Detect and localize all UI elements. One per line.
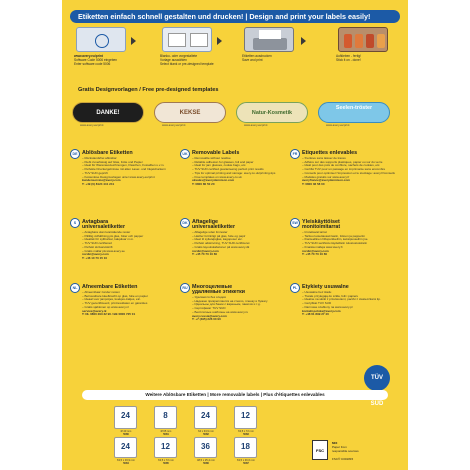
arrow-icon: [217, 37, 222, 45]
sample-label-kekse: KEKSE: [154, 102, 226, 123]
fsc-logo-icon: FSC: [312, 440, 328, 460]
lang-block-sw: SW Yleiskäyttöiset monitoimitarrat – Irrotettavat tarrat – Tarttuu luotettavasti lasiin, folioon ja papperiin – Ihanteellinen hillopurkkeihin, keksipusseihin jne. – TÜV SÜD sertifioitu täydellisiin tulostustuloksiin – Ilmaisia malleja www.avery.fi nordic@avery.com T: +45 70 70 10 60: [290, 218, 402, 280]
flag-dk-icon: DK: [180, 218, 190, 228]
product-sheet-5087: 18: [234, 437, 257, 458]
lang-block-ru: RU Многоцелевые удаляемые этикетки – Удаляются без следов – Надежно прикрепляются на стекло, пленку и бумагу – Идеальны для банок с вареньем, пакетов и т.д. – Сертификат TÜV SÜD – Бесплатные шаблоны на www.avery.ru avery.russia@avery.com T: +7 (495) 226 00 90: [180, 283, 292, 345]
step-2: [156, 27, 216, 69]
printer-illustration: [244, 27, 294, 52]
flag-ru-icon: RU: [180, 283, 190, 293]
flag-de-icon: DE: [70, 149, 80, 159]
jar-icon: [344, 34, 352, 48]
lang-block-fr: FR Etiquettes enlevables – S'enlève sans laisser de traces – Adhère sur des supports plastiques, papier ou sur du verre – Idéal pour des pots de confiture, sachets de cookies, etc. – Certifié TÜV pour un passage en imprimante sans encombre – Conseils pour optimiser l'impression et le stockage: avery.fr/conseils – Modèles gratuits sur www.avery.fr averyfrance@averydennison.com T: 0800 36 58 00: [290, 149, 402, 215]
lang-block-uk: UK Removable Labels – Removable without residue – Reliable adhesion for glasses, foil and paper – Ideal for jam glasses, cookie bags, etc. – TÜV SÜD certified guaranteeing perfect print results – Tips for optimal printing and storage: avery.co.uk/printing-tips – Free templates on www.avery.co.uk uksales@averydennison.com T: 0800 80 50 20: [180, 149, 292, 215]
template-samples: DANKE! www.avery.eu/print KEKSE www.avery.eu/print Natur-Kosmetik www.avery.eu/print Seelen-tröster www.avery.eu/print: [72, 102, 402, 128]
website-illustration: [76, 27, 126, 52]
header-banner: Etiketten einfach schnell gestalten und drucken! | Design and print your labels easily!: [70, 10, 400, 23]
product-sheet-5082: 24: [194, 406, 217, 429]
lang-block-nl: NL Afneembare Etiketten – Afneembaar zonder resten – Betrouwbare kleefkracht op glas, folie en papier – Ideaal voor jampotjes, koekjes-zakjes, etc. – TÜV gecertificeerd, printresultaten en garanties – Gratis sjablonen op www.avery.nl service@avery.nl T: NL 0800 293 32 90 / BE 0800 725 01: [70, 283, 182, 345]
product-sheet-5085: 12: [154, 437, 177, 458]
product-sheet-5080: 24: [114, 406, 137, 429]
flag-fi-icon: SW: [290, 218, 300, 228]
step-3-text: Etiketten ausdrucken Save and print: [242, 54, 272, 62]
label-packaging-back: Etiketten einfach schnell gestalten und drucken! | Design and print your labels easily! www.avery.eu/print Software Code 5006 eingeben Enter software code 5006 Blanko- oder vorgestaltete Vorlage auswählen Select blank or pre-designed template Etiketten ausdrucken Save and print Aufkleben - fertig! Stick it on - done! Gratis Designvorlagen / Free pre-designed templates DANKE! www.avery.eu/print KEKSE www.avery.eu/print Natur-Kosmetik www.avery.eu/print Seelen-tröster www.avery.eu/print DE Ablösbare Etiketten – Rückstandsfrei ablösbar – Klebt zuverlässig auf Glas, Folie und Papier – Ideal für Warenauszeichnungen, Flaschen, Fotoalben u.v.m. – Perfekte Druckergebnisse mit allen Laser- und Inkjetdruckern – TÜV SÜD geprüft – Kostenlose Designvorlagen unter www.avery.eu/print kundenservice@avery.com T: +49 (0) 8124 441 241 UK Removable Labels – Removable without residue – Reliable adhesion for glasses, foil and paper – Ideal for jam glasses, cookie bags, etc. – TÜV SÜD certified guaranteeing perfect print results – Tips for optimal printing and storage: avery.co.uk/printing-tips – Free templates on www.avery.co.uk uksales@averydennison.com T: 0800 80 50 20 FR Etiquettes enlevables – S'enlève sans laisser de traces – Adhère sur des supports plastiques, papier ou sur du verre – Idéal pour des pots de confiture, sachets de cookies, etc. – Certifié TÜV pour un passage en imprimante sans encombre – Conseils pour optimiser l'impression et le stockage: avery.fr/conseils – Modèles gratuits sur www.avery.fr averyfrance@averydennison.com T: 0800 36 58 00 S Avtagbara universaletiketter – Avtagbara utan kvarstående rester – Pålitlig vidhäftning på glas, folier och papper – Idealisk för syltburkar, kakpåsar m.m. – TÜV SÜD certifierad – Perfekt skrivarutskrift – Gratis mallar på www.avery.se nordic@avery.com T: +46 10 70 15 10 DK Aftagelige universaletiketter – Aftagelige uden limrester – Hæfter fortrinligt på glas, folie og papir – Ideel til syltetøjsglas, kagoposer etc. – Perfekt udskrivning, TÜV SÜD certificeret – Gratis layoutskabeloner på www.avery.dk nordic@avery.com T: +45 70 70 10 60 SW Yleiskäyttöiset monitoimitarrat – Irrotettavat tarrat – Tarttuu luotettavasti lasiin, folioon ja papperiin – Ihanteellinen hillopurkkeihin, keksipusseihin jne. – TÜV SÜD sertifioitu täydellisiin tulostustuloksiin – Ilmaisia malleja www.avery.fi nordic@avery.com T: +45 70 70 10 60 NL Afneembare Etiketten – Afneembaar zonder resten – Betrouwbare kleefkracht op glas, folie en papier – Ideaal voor jampotjes, koekjes-zakjes, etc. – TÜV gecertificeerd, printresultaten en garanties – Gratis sjablonen op www.avery.nl service@avery.nl T: NL 0800 293 32 90 / BE 0800 725 01 RU Многоцелевые удаляемые этикетки – Удаляются без следов – Надежно прикрепляются на стекло, пленку и бумагу – Идеальны для банок с вареньем, пакетов и т.д. – Сертификат TÜV SÜD – Бесплатные шаблоны на www.avery.ru avery.russia@avery.com T: +7 (495) 226 00 90 PL Etykiety usuwalne – Usuwalne bez śladu – Trwale przylegają do szkła, folii i papieru – Idealne na słoiki z przetworami, paczki z ciasteczkami itp. – Certyfikat TÜV SÜD – Darmowe szablony na www.avery.pl kontakt.polska@avery.com T: +48 61 899 27 40 TÜV SÜD Weitere Ablösbare Etiketten | More removable labels | Plus d'étiquettes enlevables 24 Ø 40 mm 5080 8 Ø 65 mm 5081 24 64 x 33,9 mm 5082 12 63,5 x 72 mm 5083 24 63,5 x 33,9 mm 5084 12 63,5 x 72 mm 5085 36 48,5 x 25,4 mm 5086 18 63,5 x 46,6 mm 5087 FSC MIX Paper from responsible sources FSC® C001815: [62, 0, 408, 470]
jar-icon: [377, 34, 385, 48]
flag-pl-icon: PL: [290, 283, 300, 293]
template-illustration: [162, 27, 212, 52]
fsc-text: MIX Paper from responsible sources: [332, 441, 359, 453]
step-1-text: www.avery.eu/print Software Code 5006 eingeben Enter software code 5006: [74, 54, 118, 66]
steps-row: [70, 27, 400, 69]
lang-block-s: S Avtagbara universaletiketter – Avtagbara utan kvarstående rester – Pålitlig vidhäftning på glas, folier och papper – Idealisk för syltburkar, kakpåsar m.m. – TÜV SÜD certifierad – Perfekt skrivarutskrift – Gratis mallar på www.avery.se nordic@avery.com T: +46 10 70 15 10: [70, 218, 182, 280]
product-sheet-5081: 8: [154, 406, 177, 429]
step-3: [238, 27, 298, 69]
fsc-code: FSC® C001815: [332, 457, 354, 461]
sample-label-seelen-troster: Seelen-tröster: [318, 102, 390, 123]
flag-se-icon: S: [70, 218, 80, 228]
printer-icon: [253, 38, 287, 50]
jar-icon: [366, 34, 374, 48]
step-1: [70, 27, 130, 69]
tuv-certificate-badge: TÜV SÜD: [364, 365, 390, 391]
flag-nl-icon: NL: [70, 283, 80, 293]
lang-block-de: DE Ablösbare Etiketten – Rückstandsfrei ablösbar – Klebt zuverlässig auf Glas, Folie und Papier – Ideal für Warenauszeichnungen, Flaschen, Fotoalben u.v.m. – Perfekte Druckergebnisse mit allen Laser- und Inkjetdruckern – TÜV SÜD geprüft – Kostenlose Designvorlagen unter www.avery.eu/print kundenservice@avery.com T: +49 (0) 8124 441 241: [70, 149, 182, 215]
product-sheet-5083: 12: [234, 406, 257, 429]
more-labels-banner: Weitere Ablösbare Etiketten | More removable labels | Plus d'étiquettes enlevables: [82, 390, 388, 400]
lang-block-pl: PL Etykiety usuwalne – Usuwalne bez śladu – Trwale przylegają do szkła, folii i papieru – Idealne na słoiki z przetworami, paczki z ciasteczkami itp. – Certyfikat TÜV SÜD – Darmowe szablony na www.avery.pl kontakt.polska@avery.com T: +48 61 899 27 40: [290, 283, 402, 345]
step-4-text: Aufkleben - fertig! Stick it on - done!: [336, 54, 361, 62]
sample-label-natur-kosmetik: Natur-Kosmetik: [236, 102, 308, 123]
step-4: [332, 27, 392, 69]
lang-block-dk: DK Aftagelige universaletiketter – Aftagelige uden limrester – Hæfter fortrinligt på glas, folie og papir – Ideel til syltetøjsglas, kagoposer etc. – Perfekt udskrivning, TÜV SÜD certificeret – Gratis layoutskabeloner på www.avery.dk nordic@avery.com T: +45 70 70 10 60: [180, 218, 292, 280]
arrow-icon: [301, 37, 306, 45]
shelf-illustration: [338, 27, 388, 52]
globe-icon: [95, 34, 109, 48]
arrow-icon: [131, 37, 136, 45]
step-2-text: Blanko- oder vorgestaltete Vorlage auswählen Select blank or pre-designed template: [160, 54, 214, 66]
sample-label-danke: DANKE!: [72, 102, 144, 123]
flag-uk-icon: UK: [180, 149, 190, 159]
jar-icon: [355, 34, 363, 48]
product-sheet-5086: 36: [194, 437, 217, 458]
flag-fr-icon: FR: [290, 149, 300, 159]
product-sheet-5084: 24: [114, 437, 137, 458]
free-templates-heading: Gratis Designvorlagen / Free pre-designed templates: [78, 87, 219, 93]
